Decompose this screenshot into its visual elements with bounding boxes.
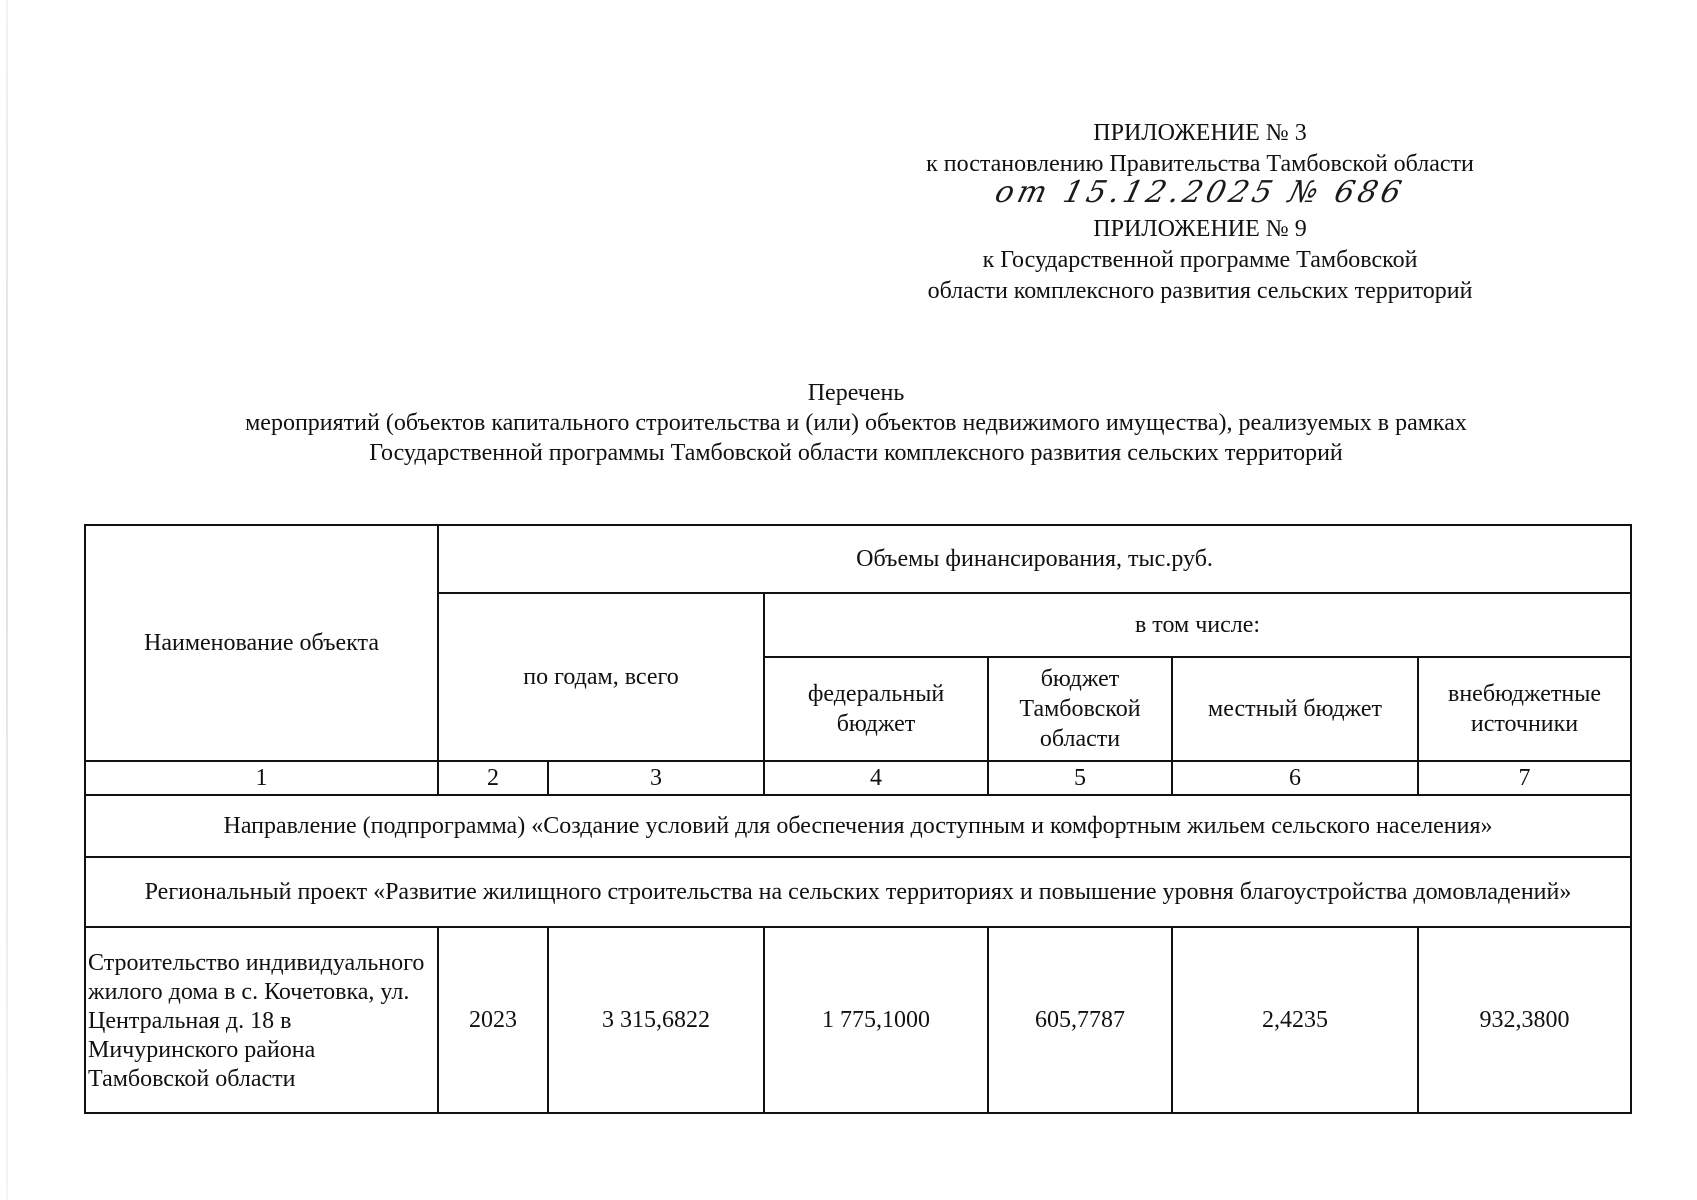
title-line-3: Государственной программы Тамбовской области комплексного развития сельских территорий: [369, 440, 1343, 466]
year-cell: 2023: [438, 927, 548, 1113]
regional-cell: 605,7787: [988, 927, 1172, 1113]
federal-cell: 1 775,1000: [764, 927, 988, 1113]
local-cell: 2,4235: [1172, 927, 1418, 1113]
section-title: Направление (подпрограмма) «Создание условий для обеспечения доступным и комфортным жильем сельского населения»: [85, 795, 1631, 857]
column-number: 6: [1172, 761, 1418, 795]
section-row: [85, 795, 1631, 857]
object-name-cell: Строительство индивидуального жилого дома в с. Кочетовка, ул. Центральная д. 18 в Мичуринского района Тамбовской области: [85, 927, 438, 1113]
header-extrabudgetary: внебюджетные источники: [1418, 657, 1631, 761]
column-number: 5: [988, 761, 1172, 795]
handwritten-date-number: от 15.12.2025 № 686: [991, 175, 1409, 210]
appendix-9-label: ПРИЛОЖЕНИЕ № 9: [1093, 216, 1307, 242]
header-regional-budget: бюджет Тамбовской области: [988, 657, 1172, 761]
total-cell: 3 315,6822: [548, 927, 764, 1113]
column-number: 4: [764, 761, 988, 795]
program-reference-line1: к Государственной программе Тамбовской: [982, 247, 1418, 273]
column-number: 1: [85, 761, 438, 795]
scan-edge-mark: [6, 0, 8, 1200]
document-title: [170, 378, 1542, 468]
title-line-1: Перечень: [807, 380, 905, 406]
column-number-row: [85, 761, 1631, 795]
table-row: [85, 927, 1631, 1113]
project-row: [85, 857, 1631, 927]
header-funding-volumes: Объемы финансирования, тыс.руб.: [438, 525, 1631, 593]
header-by-years-total: по годам, всего: [438, 593, 764, 761]
resolution-reference: к постановлению Правительства Тамбовской области: [926, 151, 1474, 177]
measures-table: [84, 524, 1632, 1114]
program-reference-line2: области комплексного развития сельских территорий: [927, 278, 1473, 304]
title-line-2: мероприятий (объектов капитального строительства и (или) объектов недвижимого имущества), реализуемых в рамках: [245, 410, 1467, 436]
appendix-3-label: ПРИЛОЖЕНИЕ № 3: [1093, 120, 1307, 146]
project-title: Региональный проект «Развитие жилищного строительства на сельских территориях и повышение уровня благоустройства домовладений»: [85, 857, 1631, 927]
header-object-name: Наименование объекта: [85, 525, 438, 761]
extrabudgetary-cell: 932,3800: [1418, 927, 1631, 1113]
header-including: в том числе:: [764, 593, 1631, 657]
column-number: 2: [438, 761, 548, 795]
header-federal-budget: федеральный бюджет: [764, 657, 988, 761]
header-local-budget: местный бюджет: [1172, 657, 1418, 761]
column-number: 3: [548, 761, 764, 795]
appendix-header: [880, 118, 1520, 307]
column-number: 7: [1418, 761, 1631, 795]
header-row-1: [85, 525, 1631, 593]
